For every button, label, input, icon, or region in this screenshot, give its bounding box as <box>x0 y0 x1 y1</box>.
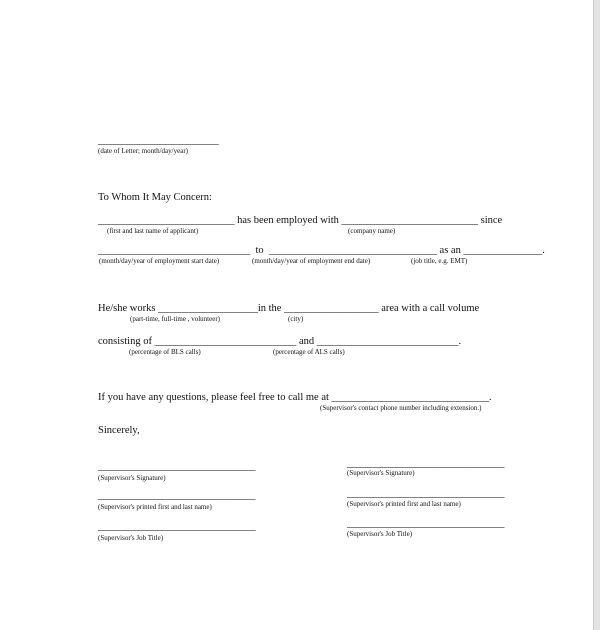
caption-employment-type: (part-time, full-time , volunteer) <box>130 315 220 323</box>
right-printed-name-caption: (Supervisor's printed first and last name) <box>347 500 461 508</box>
caption-end-date: (month/day/year of employment end date) <box>252 257 371 265</box>
caption-job-title: (job title, e.g. EMT) <box>411 257 468 265</box>
works-line-1: He/she works ___________________in the __________________ area with a call volume <box>98 303 480 314</box>
works-line-2: consisting of ___________________________ and ___________________________. <box>98 336 462 347</box>
caption-city: (city) <box>288 315 304 323</box>
right-job-title-blank: ______________________________ <box>347 518 505 529</box>
left-job-title-blank: ______________________________ <box>98 521 256 532</box>
left-printed-name-caption: (Supervisor's printed first and last name) <box>98 503 212 511</box>
left-printed-name-blank: ______________________________ <box>98 490 256 501</box>
caption-contact-phone: (Supervisor's contact phone number including extension.) <box>320 404 482 412</box>
contact-line: If you have any questions, please feel free to call me at ______________________________. <box>98 392 492 403</box>
employment-line-2: _____________________________ to ________________________________ as an _______________. <box>98 245 545 256</box>
right-job-title-caption: (Supervisor's Job Title) <box>347 530 413 538</box>
left-signature-blank: ______________________________ <box>98 461 256 472</box>
left-job-title-caption: (Supervisor's Job Title) <box>98 534 164 542</box>
date-caption: (date of Letter; month/day/year) <box>98 147 188 155</box>
caption-applicant-name: (first and last name of applicant) <box>107 227 199 235</box>
scrollbar-track[interactable] <box>594 0 600 630</box>
caption-bls-calls: (percentage of BLS calls) <box>129 348 201 356</box>
right-signature-caption: (Supervisor's Signature) <box>347 469 415 477</box>
caption-als-calls: (percentage of ALS calls) <box>273 348 345 356</box>
salutation: To Whom It May Concern: <box>98 192 212 203</box>
closing: Sincerely, <box>98 425 140 436</box>
caption-start-date: (month/day/year of employment start date) <box>99 257 220 265</box>
right-signature-blank: ______________________________ <box>347 458 505 469</box>
employment-line-1: __________________________ has been employed with __________________________ since <box>98 215 503 226</box>
date-blank: _______________________ <box>98 135 219 146</box>
right-printed-name-blank: ______________________________ <box>347 488 505 499</box>
left-signature-caption: (Supervisor's Signature) <box>98 474 166 482</box>
caption-company-name: (company name) <box>348 227 396 235</box>
